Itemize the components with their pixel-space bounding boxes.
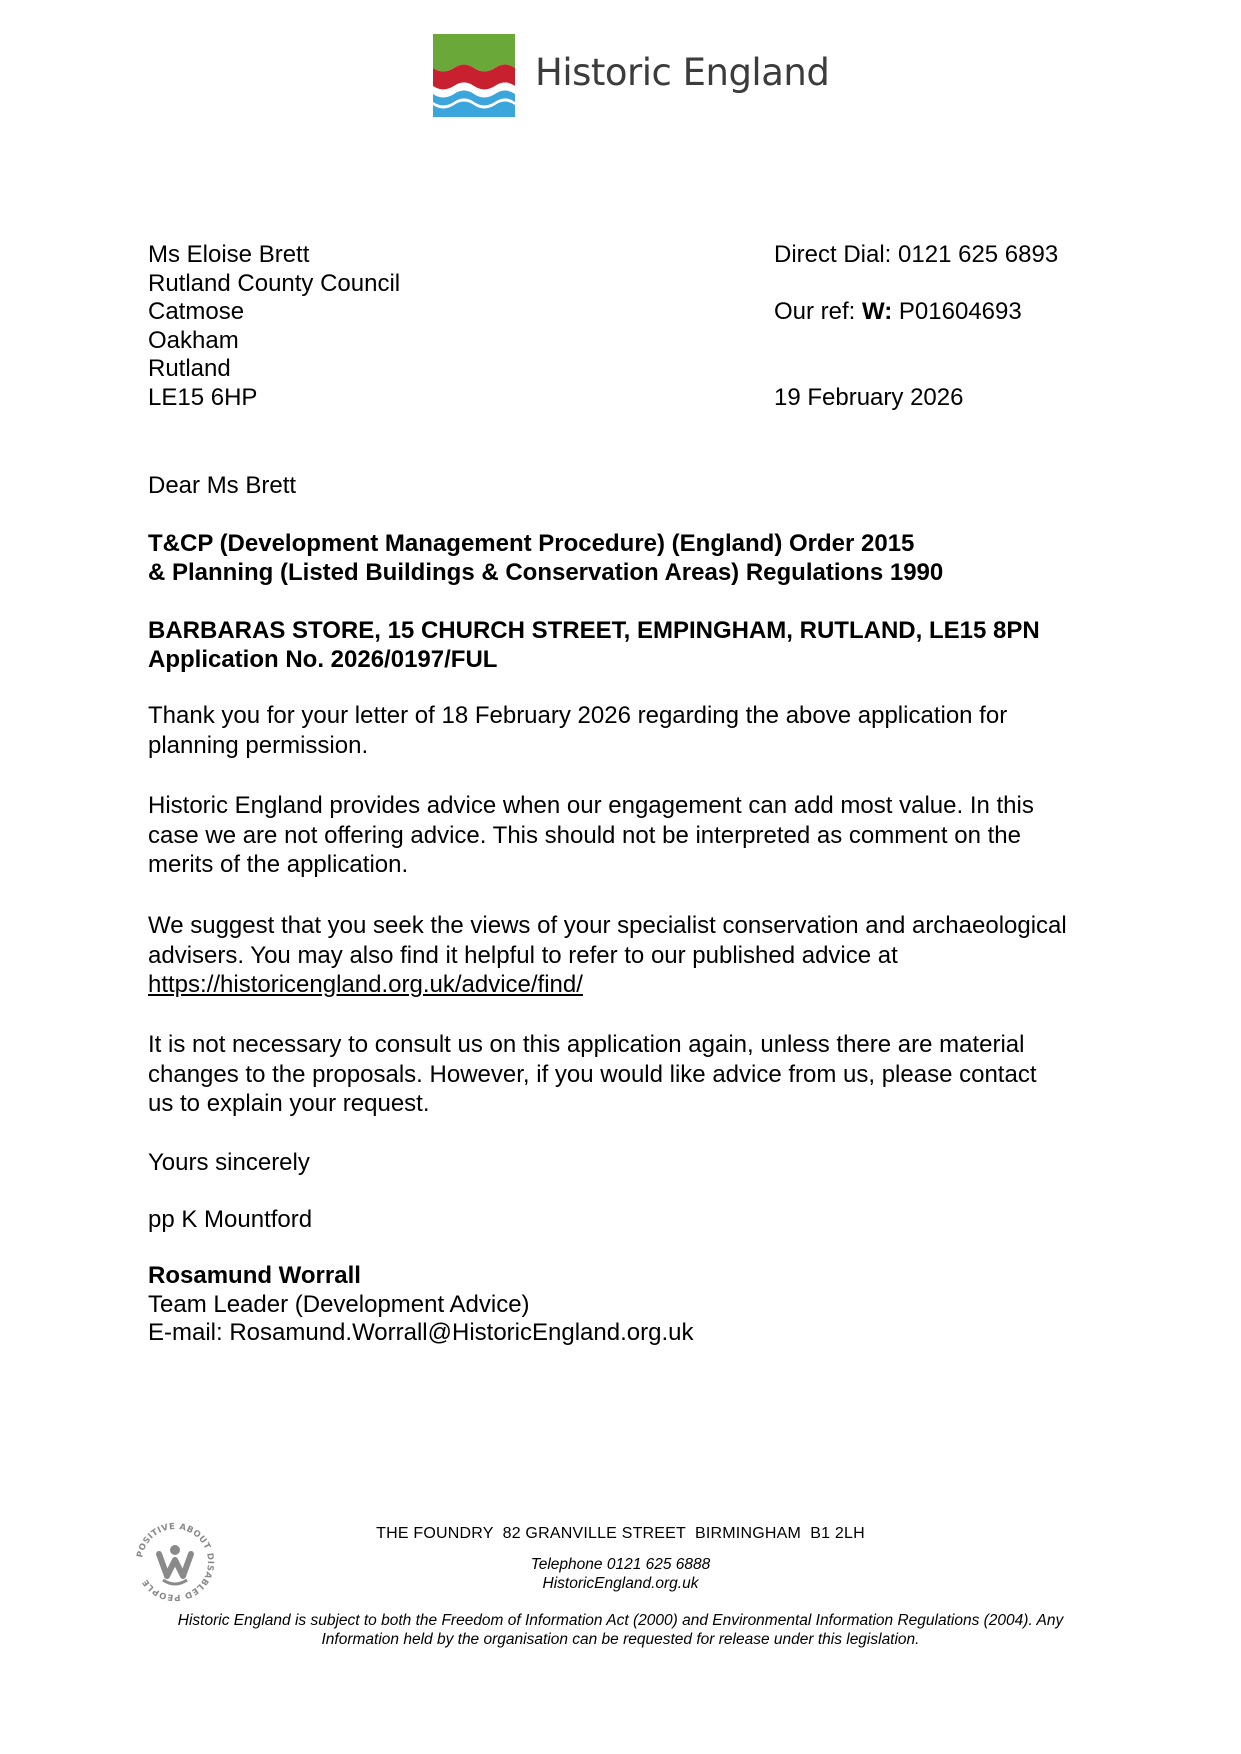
reference-prefix: W: (862, 298, 893, 325)
paragraph-no-advice (148, 791, 1034, 880)
signatory-title: Team Leader (Development Advice) (148, 1290, 530, 1318)
paragraph-line: advisers. You may also find it helpful to refer to our published advice at (148, 941, 898, 969)
email-label: E-mail: (148, 1319, 223, 1346)
advice-link[interactable]: https://historicengland.org.uk/advice/find/ (148, 971, 583, 998)
recipient-line: Rutland County Council (148, 269, 401, 297)
paragraph-line: Thank you for your letter of 18 February 2026 regarding the above application for (148, 702, 1008, 729)
footer-telephone: Telephone 0121 625 6888 (530, 1556, 711, 1573)
recipient-line: Catmose (148, 298, 245, 326)
historic-england-emblem-icon (433, 34, 515, 117)
recipient-address (148, 241, 400, 413)
legal-line: Information held by the organisation can be requested for release under this legislation. (321, 1631, 920, 1648)
site-address-line: BARBARAS STORE, 15 CHURCH STREET, EMPINGHAM, RUTLAND, LE15 8PN (148, 617, 1040, 644)
reference-label: Our ref: (774, 298, 856, 325)
paragraph-consultation (148, 1030, 1036, 1119)
salutation: Dear Ms Brett (148, 472, 297, 499)
legislation-heading (148, 530, 943, 587)
paragraph-line: merits of the application. (148, 851, 409, 878)
paragraph-line: planning permission. (148, 731, 369, 759)
recipient-line: Rutland (148, 355, 231, 383)
closing: Yours sincerely (148, 1149, 310, 1176)
signatory-email (148, 1319, 693, 1348)
recipient-line: LE15 6HP (148, 383, 258, 411)
footer-contact (0, 1555, 1241, 1593)
footer-legal-notice (0, 1611, 1241, 1649)
historic-england-logo (433, 34, 829, 117)
signature-block (148, 1262, 693, 1348)
logo-wordmark: Historic England (535, 51, 830, 94)
paragraph-line: Historic England provides advice when our engagement can add most value. In this (148, 792, 1034, 819)
pp-signatory: pp K Mountford (148, 1206, 313, 1233)
heading-line: & Planning (Listed Buildings & Conservation Areas) Regulations 1990 (148, 558, 944, 586)
direct-dial-number: 0121 625 6893 (898, 241, 1059, 268)
our-reference (774, 298, 1022, 326)
footer-website[interactable]: HistoricEngland.org.uk (542, 1575, 699, 1592)
paragraph-specialist-advice (148, 911, 1067, 1000)
recipient-line: Oakham (148, 326, 239, 354)
signatory-name: Rosamund Worrall (148, 1262, 361, 1289)
paragraph-line: us to explain your request. (148, 1090, 430, 1117)
footer-address: THE FOUNDRY 82 GRANVILLE STREET BIRMINGHAM B1 2LH (376, 1525, 865, 1542)
paragraph-line: It is not necessary to consult us on this application again, unless there are material (148, 1031, 1025, 1058)
site-heading (148, 616, 1040, 674)
paragraph-line: We suggest that you seek the views of your specialist conservation and archaeological (148, 912, 1067, 939)
reference-number: P01604693 (898, 298, 1022, 325)
recipient-line: Ms Eloise Brett (148, 241, 310, 268)
application-number: Application No. 2026/0197/FUL (148, 646, 498, 673)
paragraph-line: changes to the proposals. However, if you would like advice from us, please contact (148, 1060, 1037, 1088)
letter-date: 19 February 2026 (774, 384, 964, 411)
heading-line: T&CP (Development Management Procedure) (England) Order 2015 (148, 530, 915, 557)
email-address[interactable]: Rosamund.Worrall@HistoricEngland.org.uk (229, 1319, 694, 1346)
badge-text: POSITIVE ABOUT DISABLED PEOPLE (135, 1521, 216, 1603)
direct-dial-label: Direct Dial: (774, 241, 892, 268)
legal-line: Historic England is subject to both the Freedom of Information Act (2000) and Environmental Information Regulations (2004). Any (177, 1612, 1064, 1629)
paragraph-thanks (148, 701, 1007, 760)
paragraph-line: case we are not offering advice. This should not be interpreted as comment on the (148, 821, 1021, 849)
direct-dial (774, 241, 1058, 269)
